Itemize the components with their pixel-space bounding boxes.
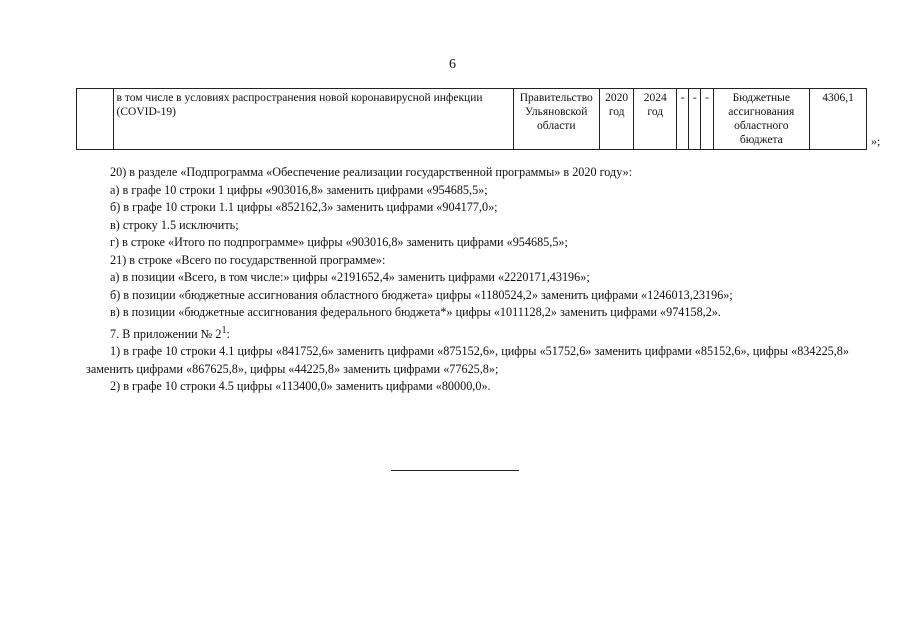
section-7-heading: 7. В приложении № 2 [110, 326, 222, 341]
page-number: 6 [449, 57, 456, 72]
section-7-colon: : [226, 326, 230, 341]
paragraph-item-7-1: 1) в графе 10 строки 4.1 цифры «841752,6» заменить цифрами «875152,6», цифры «51752,6» заменить цифрами «85152,6», цифры «834225,8» заменить цифрами «867625,8», цифры «44225,8» заменить цифрами «77625,8»; [86, 344, 849, 376]
paragraph-item-21a: а) в позиции «Всего, в том числе:» цифры «2191652,4» заменить цифрами «2220171,43196»; [110, 270, 590, 284]
table-cell-year-end: 2024 год [634, 89, 677, 150]
paragraph-item-21b: б) в позиции «бюджетные ассигнования областного бюджета» цифры «1180524,2» заменить цифрами «1246013,23196»; [110, 287, 733, 302]
budget-table [76, 88, 867, 150]
table-cell-year-start: 2020 год [599, 89, 634, 150]
table-cell-organization: Правительство Ульяновской области [513, 89, 599, 150]
superscript-marker: 1 [221, 324, 227, 336]
paragraph-item-20v: в) строку 1.5 исключить; [110, 217, 239, 232]
table-cell-funding-source: Бюджетные ассигнования областного бюджета [713, 89, 809, 150]
paragraph-item-20g: г) в строке «Итого по подпрограмме» цифры «903016,8» заменить цифрами «954685,5»; [110, 235, 568, 249]
paragraph-item-7 [86, 322, 849, 344]
paragraph-item-21v: в) в позиции «бюджетные ассигнования федерального бюджета*» цифры «1011128,2» заменить цифрами «974158,2». [110, 305, 721, 319]
table-cell-dash: - [701, 89, 713, 150]
table-row [77, 89, 867, 150]
paragraph-item-21: 21) в строке «Всего по государственной программе»: [110, 252, 386, 267]
paragraph-item-20b: б) в графе 10 строки 1.1 цифры «852162,3» заменить цифрами «904177,0»; [110, 200, 498, 214]
paragraph-item-20: 20) в разделе «Подпрограмма «Обеспечение реализации государственной программы» в 2020 году»: [110, 165, 633, 179]
table-cell-value: 4306,1 [810, 89, 867, 150]
amendment-text [86, 164, 849, 396]
footnote-separator-line [391, 470, 519, 471]
paragraph-item-7-2: 2) в графе 10 строки 4.5 цифры «113400,0» заменить цифрами «80000,0». [110, 379, 491, 394]
paragraph-item-20a: а) в графе 10 строки 1 цифры «903016,8» заменить цифрами «954685,5»; [110, 182, 488, 197]
table-cell-dash: - [677, 89, 689, 150]
table-cell-dash: - [689, 89, 701, 150]
table-cell-description: в том числе в условиях распространения новой коронавирусной инфекции (COVID-19) [113, 89, 513, 150]
table-cell-empty [77, 89, 114, 150]
closing-quote-mark: »; [871, 134, 881, 148]
